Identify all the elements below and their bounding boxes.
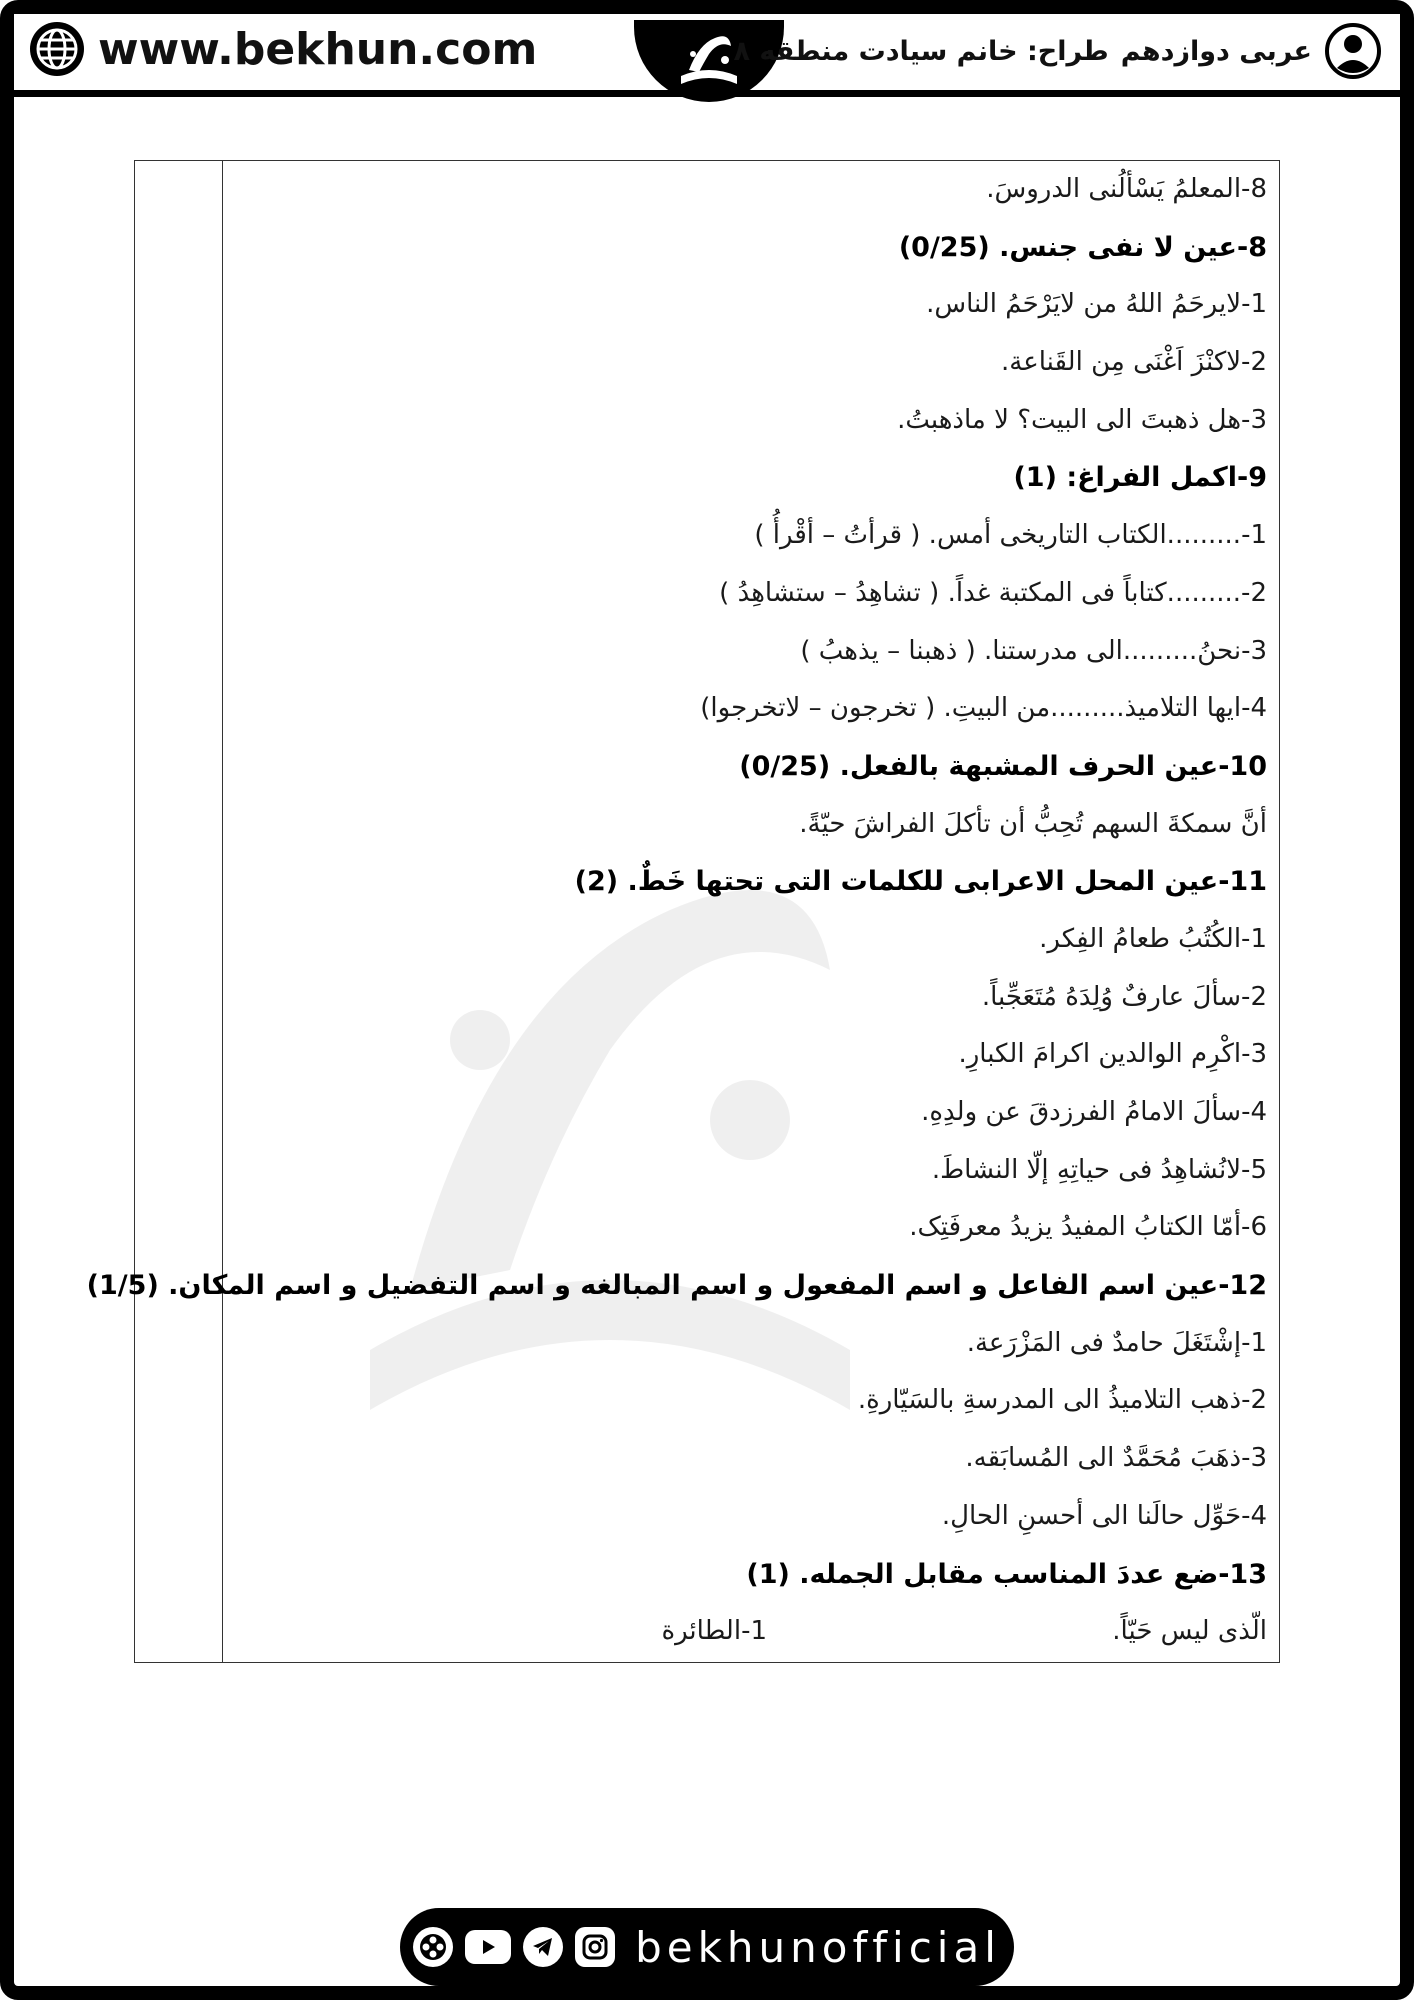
line-2: 1-لایرحَمُ اللهُ من لایَرْحَمُ الناس. [926,289,1267,320]
user-icon [1324,22,1382,80]
line-6: 1-.........الکتاب التاریخی أمس. ( قرأتُ – أقْرأُ ) [754,520,1267,551]
question-heading: 12-عین اسم الفاعل و اسم المفعول و اسم المبالغه و اسم التفضیل و اسم المکان. (1/5) [86,1270,1267,1302]
line-14: 2-سألَ عارفٌ وُلِدَهُ مُتَعَجِّباً. [981,981,1267,1012]
globe-icon [28,20,86,78]
line-4: 3-هل ذهبتَ الی البیت؟ لا ماذهبتُ. [897,404,1267,435]
line-18: 6-أمّا الکتابُ المفیدُ یزیدُ معرفَتِک. [909,1212,1267,1243]
line-16: 4-سألَ الامامُ الفرزدقَ عن ولدِهِ. [921,1097,1267,1127]
course-name: عربی دوازدهم [1120,35,1312,67]
website-url: www.bekhun.com [98,23,538,75]
social-handle: bekhunofficial [635,1922,1001,1972]
instagram-icon[interactable] [575,1927,615,1967]
matching-row [237,1603,1267,1661]
matching-option: 1-الطائرة [661,1616,767,1647]
line-11: أنَّ سمکةَ السهم تُحِبُّ أن تأکلَ الفراشَ حیّةً. [799,808,1267,839]
score-column [135,161,223,1662]
page-header [14,14,1400,97]
question-heading: 11-عین المحل الاعرابی للکلمات التی تحتها خَطٌ. (2) [574,866,1267,898]
question-heading: 9-اکمل الفراغ: (1) [1013,462,1267,494]
question-heading: 13-ضع عددَ المناسب مقابل الجمله. (1) [746,1558,1267,1590]
course-title [733,22,1382,80]
question-table [86,160,1280,1663]
question-heading: 10-عین الحرف المشبهة بالفعل. (0/25) [739,750,1267,782]
line-21: 2-ذهب التلامیذُ الی المدرسةِ بالسَیّارةِ. [857,1385,1267,1416]
aparat-icon[interactable] [413,1927,453,1967]
question-lines [86,161,1267,1661]
question-heading: 8-عین لا نفی جنس. (0/25) [898,231,1267,263]
matching-sentence: الّذی لیس حَیّاً. [1112,1616,1267,1647]
line-7: 2-.........کتاباً فی المکتبة غداً. ( تشاهِدُ – ستشاهِدُ ) [719,577,1267,608]
line-23: 4-حَوِّل حالَنا الی أحسنِ الحالِ. [941,1500,1267,1531]
footer-social-bar [400,1908,1014,1986]
line-3: 2-لاکنْزَ اَغْنَی مِن القَناعة. [1001,347,1267,378]
website-link[interactable] [28,20,537,78]
youtube-icon[interactable] [465,1930,511,1964]
line-15: 3-اکْرِم الوالدین اکرامَ الکبارِ. [958,1039,1267,1070]
telegram-icon[interactable] [523,1927,563,1967]
line-8: 3-نحنُ.........الی مدرستنا. ( ذهبنا – یذهبُ ) [800,635,1267,666]
line-17: 5-لانُشاهِدُ فی حیاتِهِ إلّا النشاطَ. [931,1154,1267,1185]
line-20: 1-إشْتَغَلَ حامدٌ فی المَزْرَعة. [966,1327,1267,1358]
line-9: 4-ایها التلامیذ.........من البیتِ. ( تخرجون – لاتخرجوا) [700,693,1267,724]
line-13: 1-الکُتُبُ طعامُ الفِکر. [1039,923,1267,954]
designer-name: طراح: خانم سیادت منطقه ۸ [733,35,1109,67]
line-0: 8-المعلمُ یَسْألُنی الدروسَ. [986,174,1267,204]
line-22: 3-ذهَبَ مُحَمَّدٌ الی المُسابَقه. [965,1443,1267,1474]
